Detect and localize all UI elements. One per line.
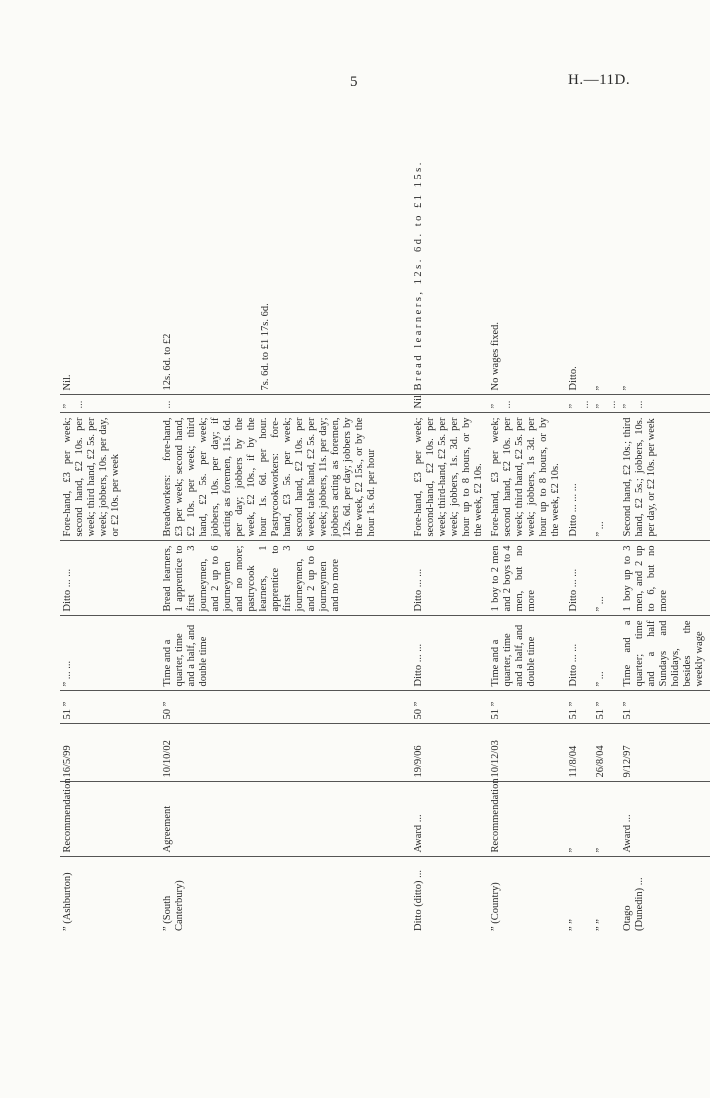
awards-table — [60, 95, 710, 935]
table-row — [160, 95, 411, 935]
apprentices-cell: Ditto ... ... — [566, 541, 593, 616]
apprentices-cell: Bread learners, 1 apprentice to first 3 journeymen, and 2 up to 6 journeymen and no more; pastrycook learners, 1 apprentice to first 3 journeymen, and 2 up to 6 journeymen and no more — [160, 541, 411, 616]
overtime-cell: Time and a quarter; time and a half Sundays and holidays, besides the weekly wage — [620, 616, 710, 691]
apprentices-cell: 1 boy up to 3 men, and 2 up to 6, but no more — [620, 541, 710, 616]
rotated-table-stage — [60, 95, 710, 935]
document-reference: H.—11D. — [568, 72, 631, 88]
wages-cell: ” ... — [593, 413, 620, 541]
wages-cell: Ditto ... ... ... — [566, 413, 593, 541]
table-row — [620, 95, 710, 935]
hours-cell: 51 ” — [488, 691, 565, 724]
wages-cell: Fore-hand, £3 per week; second hand, £2 10s. per week; third hand, £2 5s. per week; jobbers, 1s 3d. per hour up to 8 hours, or by the week, £2 10s. — [488, 413, 565, 541]
apprentices-cell: ” ... — [593, 541, 620, 616]
page-number: 5 — [350, 74, 358, 90]
hours-cell: 51 ” — [593, 691, 620, 724]
apprentices-cell: Ditto ... ... — [60, 541, 160, 616]
wages-cell: Fore-hand, £3 per week; second hand, £2 10s. per week; third hand, £2 5s. per week; jobbers, 10s. per day, or £2 10s. per week — [60, 413, 160, 541]
hours-cell: 51 ” — [60, 691, 160, 724]
wages-cell: Second hand, £2 10s.; third hand, £2 5s.; jobbers, 10s. per day, or £2 10s. per week — [620, 413, 710, 541]
instrument-cell: Recommendation — [60, 782, 160, 857]
non-unionists-cell: Nil — [411, 395, 488, 413]
table-row — [60, 95, 160, 935]
non-unionists-cell: ... — [160, 395, 411, 413]
non-unionists-cell: ” ... — [60, 395, 160, 413]
minimum-cell: No wages fixed. — [488, 95, 565, 395]
district-cell: Ditto (ditto) ... — [413, 870, 425, 931]
district-cell: ” (Ashburton) — [62, 872, 73, 931]
apprentices-cell: 1 boy to 2 men and 2 boys to 4 men, but no more — [488, 541, 565, 616]
apprentices-cell: Ditto ... ... — [411, 541, 488, 616]
date-cell: 9/12/97 — [620, 724, 710, 782]
district-cell: ” ” — [567, 919, 579, 931]
non-unionists-cell: ” ... — [593, 395, 620, 413]
district-cell: ” (South Canterbury) — [162, 880, 186, 931]
district-cell: ” (Country) — [490, 882, 502, 931]
table-row — [593, 95, 620, 935]
wages-cell: Breadworkers: fore-hand, £3 per week; second hand, £2 10s. per week; third hand, £2 5s. per week; jobbers, 10s. per day; if acting as foremen, 11s. 6d. per day; jobbers by the week, £2 10s., if by the hour 1s. 6d. per hour. Pastrycookworkers: fore-hand, £3 5s. per week; second hand, £2 10s. per week; table hand, £2 5s. per week; jobbers, 11s. per day; jobbers acting as foremen, 12s. 6d. per day; jobbers by the week, £2 15s., or by the hour 1s. 6d. per hour — [160, 413, 411, 541]
hours-cell: 50 ” — [411, 691, 488, 724]
non-unionists-cell: ” ... — [488, 395, 565, 413]
instrument-cell: Award ... — [411, 782, 488, 857]
instrument-cell: ” — [566, 782, 593, 857]
overtime-cell: Time and a quarter, time and a half, and double time — [160, 616, 411, 691]
district-cell: ” ” — [594, 919, 606, 931]
wages-cell: Fore-hand, £3 per week; second-hand, £2 10s. per week; third-hand, £2 5s. per week; jobbers, 1s. 3d. per hour up to 8 hours, or by the week, £2 10s. — [411, 413, 488, 541]
minimum-cell: Bread learners, 12s. 6d. to £1 15s. — [411, 95, 488, 395]
instrument-cell: Award ... — [620, 782, 710, 857]
date-cell: 19/9/06 — [411, 724, 488, 782]
minimum-cell: ” — [620, 95, 710, 395]
minimum-cell: Nil. — [60, 95, 160, 395]
non-unionists-cell: ” ... — [620, 395, 710, 413]
date-cell: 10/12/03 — [488, 724, 565, 782]
instrument-cell: Recommendation — [488, 782, 565, 857]
instrument-cell: Agreement — [160, 782, 411, 857]
overtime-cell: ” ... ... — [60, 616, 160, 691]
table-row — [488, 95, 565, 935]
minimum-cell: Ditto. — [566, 95, 593, 395]
district-cell: Otago (Dunedin) ... — [622, 877, 646, 931]
overtime-cell: ” ... — [593, 616, 620, 691]
minimum-cell: ” — [593, 95, 620, 395]
date-cell: 16/5/99 — [60, 724, 160, 782]
hours-cell: 50 ” — [160, 691, 411, 724]
hours-cell: 51 ” — [566, 691, 593, 724]
hours-cell: 51 ” — [620, 691, 710, 724]
table-row — [566, 95, 593, 935]
minimum-cell — [160, 95, 411, 395]
date-cell: 26/8/04 — [593, 724, 620, 782]
non-unionists-cell: ” ... — [566, 395, 593, 413]
table-row — [411, 95, 488, 935]
date-cell: 11/8/04 — [566, 724, 593, 782]
overtime-cell: Time and a quarter, time and a half, and double time — [488, 616, 565, 691]
minimum-bread: 12s. 6d. to £2 — [162, 333, 174, 391]
minimum-pastry: 7s. 6d. to £1 17s. 6d. — [260, 303, 272, 391]
date-cell: 10/10/02 — [160, 724, 411, 782]
overtime-cell: Ditto ... ... — [411, 616, 488, 691]
overtime-cell: Ditto ... ... — [566, 616, 593, 691]
instrument-cell: ” — [593, 782, 620, 857]
